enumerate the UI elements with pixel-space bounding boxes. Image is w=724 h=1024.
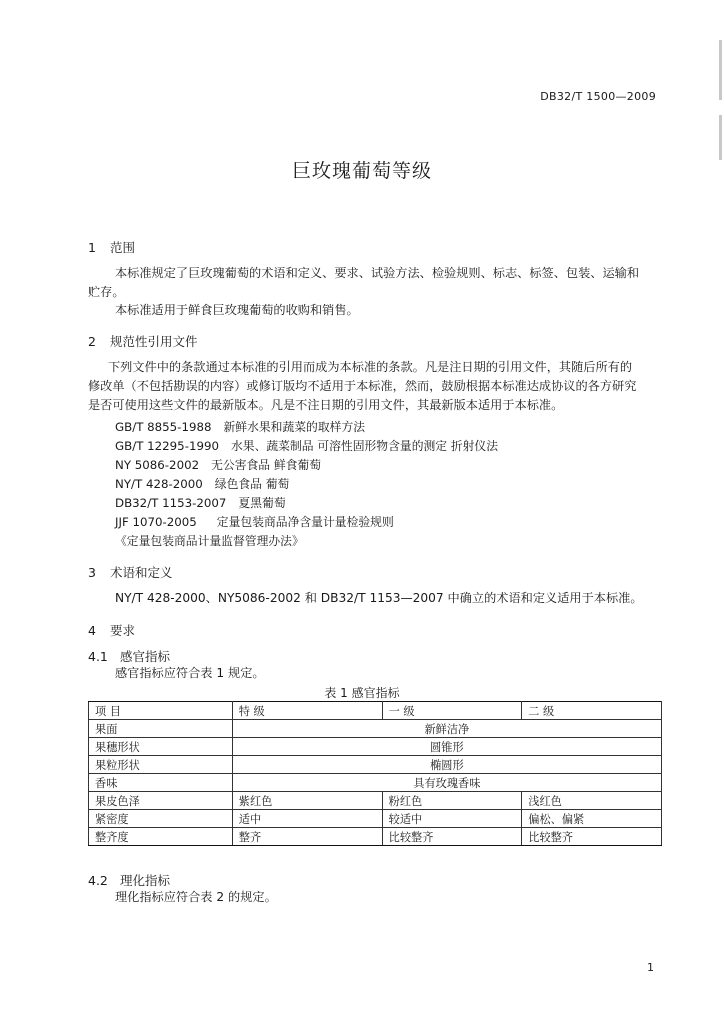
section-heading-2: [88, 332, 198, 350]
page-number: 1: [647, 961, 654, 974]
scope-paragraph-line-2: 贮存。: [88, 285, 125, 299]
merged-value-cell: 新鲜洁净: [232, 720, 661, 738]
reference-item: [115, 513, 394, 530]
second-grade-cell: 偏松、偏紧: [522, 810, 662, 828]
physicochemical-requirement-text: 理化指标应符合表 2 的规定。: [115, 890, 277, 904]
first-grade-cell: 比较整齐: [382, 828, 522, 846]
reference-title: 绿色食品 葡萄: [214, 477, 290, 491]
special-grade-cell: 适中: [232, 810, 382, 828]
row-item-cell: 紧密度: [89, 810, 233, 828]
section-title: 规范性引用文件: [110, 334, 198, 349]
header-cell-special-grade: 特 级: [232, 702, 382, 720]
document-title: 巨玫瑰葡萄等级: [291, 160, 432, 182]
subsection-number: 4.1: [88, 649, 108, 664]
row-item-cell: 香味: [89, 774, 233, 792]
subsection-title: 感官指标: [120, 649, 171, 664]
reference-item: [115, 532, 304, 549]
row-item-cell: 整齐度: [89, 828, 233, 846]
reference-title: 水果、蔬菜制品 可溶性固形物含量的测定 折射仪法: [230, 439, 499, 453]
table-header-row: [89, 702, 662, 720]
second-grade-cell: 比较整齐: [522, 828, 662, 846]
table-row: [89, 810, 662, 828]
subsection-title: 理化指标: [120, 873, 171, 888]
references-paragraph-line-3: 是否可使用这些文件的最新版本。凡是不注日期的引用文件，其最新版本适用于本标准。: [88, 398, 564, 412]
references-paragraph-line-1: 下列文件中的条款通过本标准的引用而成为本标准的条款。凡是注日期的引用文件，其随后所有的: [108, 360, 633, 374]
merged-value-cell: 具有玫瑰香味: [232, 774, 661, 792]
special-grade-cell: 整齐: [232, 828, 382, 846]
first-grade-cell: 较适中: [382, 810, 522, 828]
section-number: 1: [88, 240, 96, 255]
section-title: 术语和定义: [110, 565, 173, 580]
table-row: [89, 828, 662, 846]
row-item-cell: 果皮色泽: [89, 792, 233, 810]
header-cell-second-grade: 二 级: [522, 702, 662, 720]
row-item-cell: 果穗形状: [89, 738, 233, 756]
scan-edge-mark: [719, 40, 722, 100]
standard-code: DB32/T 1500—2009: [540, 90, 656, 103]
table-row: [89, 738, 662, 756]
reference-item: [115, 475, 289, 492]
row-item-cell: 果面: [89, 720, 233, 738]
reference-item: [115, 437, 498, 454]
section-number: 3: [88, 565, 96, 580]
scope-paragraph-line-1: 本标准规定了巨玫瑰葡萄的术语和定义、要求、试验方法、检验规则、标志、标签、包装、运输和: [115, 266, 640, 280]
sensory-index-table: [88, 701, 662, 846]
scope-applicability: 本标准适用于鲜食巨玫瑰葡萄的收购和销售。: [115, 303, 359, 317]
reference-title: 新鲜水果和蔬菜的取样方法: [223, 420, 366, 434]
merged-value-cell: 圆锥形: [232, 738, 661, 756]
table-row: [89, 720, 662, 738]
section-title: 范围: [110, 240, 136, 255]
reference-title: 无公害食品 鲜食葡萄: [211, 458, 322, 472]
reference-code: JJF 1070-2005: [115, 515, 197, 529]
section-heading-4: [88, 621, 135, 639]
reference-title: 夏黑葡萄: [238, 496, 286, 510]
header-cell-first-grade: 一 级: [382, 702, 522, 720]
section-title: 要求: [110, 623, 136, 638]
reference-item: [115, 418, 365, 435]
reference-code: NY 5086-2002: [115, 458, 200, 472]
reference-title: 《定量包装商品计量监督管理办法》: [115, 534, 304, 548]
first-grade-cell: 粉红色: [382, 792, 522, 810]
table-row: [89, 774, 662, 792]
scan-edge-mark: [719, 115, 722, 160]
reference-code: GB/T 8855-1988: [115, 420, 212, 434]
row-item-cell: 果粒形状: [89, 756, 233, 774]
merged-value-cell: 椭圆形: [232, 756, 661, 774]
special-grade-cell: 紫红色: [232, 792, 382, 810]
table-caption: 表 1 感官指标: [324, 686, 400, 700]
subsection-number: 4.2: [88, 873, 108, 888]
reference-code: GB/T 12295-1990: [115, 439, 219, 453]
section-number: 2: [88, 334, 96, 349]
second-grade-cell: 浅红色: [522, 792, 662, 810]
reference-item: [115, 456, 321, 473]
reference-title: 定量包装商品净含量计量检验规则: [216, 515, 394, 529]
references-paragraph-line-2: 修改单（不包括勘误的内容）或修订版均不适用于本标准，然而，鼓励根据本标准达成协议的各方研究: [88, 379, 637, 393]
section-number: 4: [88, 623, 96, 638]
reference-code: NY/T 428-2000: [115, 477, 203, 491]
header-cell-item: 项 目: [89, 702, 233, 720]
terms-paragraph: NY/T 428-2000、NY5086-2002 和 DB32/T 1153—2007 中确立的术语和定义适用于本标准。: [115, 591, 643, 605]
table-row: [89, 756, 662, 774]
reference-item: [115, 494, 286, 511]
reference-code: DB32/T 1153-2007: [115, 496, 227, 510]
table-row: [89, 792, 662, 810]
sensory-requirement-text: 感官指标应符合表 1 规定。: [115, 666, 265, 680]
section-heading-1: [88, 238, 135, 256]
section-heading-3: [88, 563, 173, 581]
